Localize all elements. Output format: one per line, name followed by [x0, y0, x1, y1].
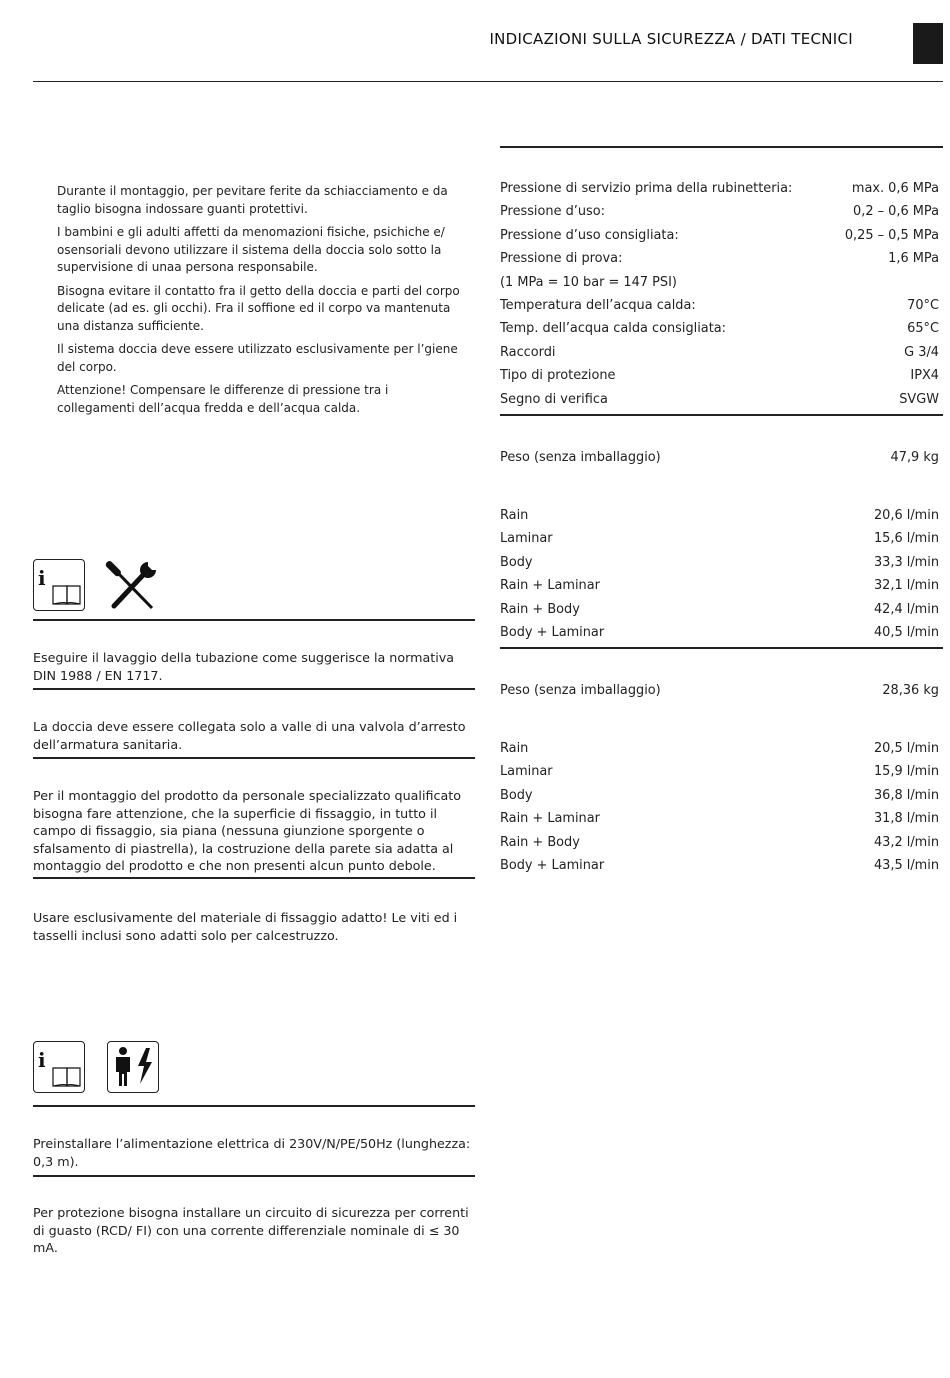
table-divider	[500, 647, 943, 649]
table-row	[500, 271, 939, 294]
table-row	[500, 679, 939, 702]
row-label: Tipo di protezione	[500, 368, 616, 384]
row-label: Temperatura dell’acqua calda:	[500, 297, 696, 313]
table-row	[500, 854, 939, 877]
row-value: 70°C	[907, 297, 939, 313]
model-b-weight	[500, 679, 939, 702]
table-row	[500, 598, 939, 621]
safety-instructions	[57, 183, 467, 423]
installation-note-text: La doccia deve essere collegata solo a valle di una valvola d’arresto dell’armatura sanitaria.	[33, 719, 466, 752]
installation-note-text: Eseguire il lavaggio della tubazione come suggerisce la normativa DIN 1988 / EN 1717.	[33, 650, 455, 683]
row-label: Laminar	[500, 531, 553, 547]
row-value: 31,8 l/min	[873, 811, 939, 827]
installation-note-text: Usare esclusivamente del materiale di fissaggio adatto! Le viti ed i tasselli inclusi sono adatti solo per calcestruzzo.	[33, 910, 458, 943]
row-value: 20,5 l/min	[873, 741, 939, 756]
installation-note-text: Per il montaggio del prodotto da personale specializzato qualificato bisogna fare attenzione, che la superficie di fissaggio, in tutto il campo di fissaggio, sia piana (nessuna giunzione sporgente o sfalsamento di piastrella), la costruzione della parete sia adatta al montaggio del prodotto e che non presenti alcun punto debole.	[33, 788, 461, 873]
row-value: 65°C	[907, 321, 939, 337]
svg-text:i: i	[38, 566, 46, 590]
table-top-divider	[500, 146, 943, 148]
table-row	[500, 177, 939, 200]
table-row	[500, 224, 939, 247]
row-value: IPX4	[910, 368, 939, 384]
section-divider	[33, 688, 475, 690]
row-label: Rain + Body	[500, 601, 580, 617]
row-label: Body + Laminar	[500, 624, 605, 640]
safety-paragraph: Attenzione! Compensare le differenze di pressione tra i collegamenti dell’acqua fredda e dell’acqua calda.	[57, 383, 389, 415]
row-label: Rain + Laminar	[500, 811, 600, 827]
table-row	[500, 737, 939, 760]
table-row	[500, 294, 939, 317]
section-divider	[33, 1105, 475, 1107]
row-label: (1 MPa = 10 bar = 147 PSI)	[500, 274, 677, 290]
row-label: Body	[500, 554, 533, 570]
section-divider	[33, 877, 475, 879]
safety-paragraph: I bambini e gli adulti affetti da menomazioni fisiche, psichiche e/ osensoriali devono utilizzare il sistema della doccia solo sotto la supervisione di unaa persona responsabile.	[57, 225, 445, 274]
page-title: INDICAZIONI SULLA SICUREZZA / DATI TECNICI	[489, 30, 853, 48]
electrical-note-text: Per protezione bisogna installare un circuito di sicurezza per correnti di guasto (RCD/ FI) con una corrente differenziale nominale di ≤ 30 mA.	[33, 1205, 469, 1255]
row-label: Rain + Body	[500, 834, 580, 850]
section-tab-marker	[913, 23, 943, 64]
row-label: Body + Laminar	[500, 857, 605, 873]
table-row	[500, 760, 939, 783]
technical-data-table	[500, 177, 939, 411]
section-divider	[33, 619, 475, 621]
table-row	[500, 784, 939, 807]
header-divider	[33, 81, 943, 82]
info-manual-icon	[33, 559, 85, 611]
table-row	[500, 364, 939, 387]
table-row	[500, 504, 939, 527]
table-row	[500, 247, 939, 270]
row-value: 32,1 l/min	[873, 578, 939, 594]
row-value: 40,5 l/min	[873, 624, 939, 640]
section-divider	[33, 757, 475, 759]
table-row	[500, 388, 939, 411]
electrical-note	[33, 1204, 478, 1257]
row-label: Pressione d’uso consigliata:	[500, 227, 679, 243]
row-value: 42,4 l/min	[873, 601, 939, 617]
row-value: 36,8 l/min	[873, 787, 939, 803]
row-label: Rain + Laminar	[500, 578, 600, 594]
section-divider	[33, 1175, 475, 1177]
row-label: Pressione d’uso:	[500, 204, 605, 220]
table-row	[500, 621, 939, 644]
table-row	[500, 200, 939, 223]
row-value: G 3/4	[904, 344, 939, 360]
row-label: Body	[500, 787, 533, 803]
row-value: 43,5 l/min	[873, 857, 939, 873]
row-value: 15,6 l/min	[873, 531, 939, 547]
model-b-flow-table	[500, 737, 939, 877]
row-value: 20,6 l/min	[873, 508, 939, 523]
electrical-note	[33, 1135, 478, 1170]
row-value: max. 0,6 MPa	[851, 181, 939, 196]
row-value: 43,2 l/min	[873, 834, 939, 850]
installation-note	[33, 909, 478, 944]
table-row	[500, 831, 939, 854]
row-label: Rain	[500, 741, 529, 756]
table-row	[500, 317, 939, 340]
electrician-icon	[107, 1041, 159, 1093]
row-label: Pressione di servizio prima della rubinetteria:	[500, 181, 793, 196]
table-row	[500, 527, 939, 550]
installation-note	[33, 718, 478, 753]
model-a-flow-table	[500, 504, 939, 644]
model-a-weight	[500, 446, 939, 469]
row-label: Peso (senza imballaggio)	[500, 683, 661, 698]
table-row	[500, 341, 939, 364]
row-label: Raccordi	[500, 344, 556, 360]
table-row	[500, 574, 939, 597]
row-label: Pressione di prova:	[500, 251, 623, 267]
table-row	[500, 551, 939, 574]
row-label: Laminar	[500, 764, 553, 780]
row-label: Peso (senza imballaggio)	[500, 450, 661, 465]
row-label: Temp. dell’acqua calda consigliata:	[500, 321, 726, 337]
installation-note	[33, 649, 478, 684]
row-value: 47,9 kg	[890, 450, 939, 465]
row-value: 0,25 – 0,5 MPa	[844, 227, 939, 243]
row-value: 1,6 MPa	[888, 251, 939, 267]
row-label: Rain	[500, 508, 529, 523]
table-row	[500, 446, 939, 469]
row-label: Segno di verifica	[500, 391, 608, 407]
svg-text:i: i	[38, 1048, 46, 1072]
safety-paragraph: Il sistema doccia deve essere utilizzato esclusivamente per l’giene del corpo.	[57, 342, 458, 374]
row-value: 28,36 kg	[882, 683, 939, 698]
installation-note	[33, 787, 478, 875]
row-value: 33,3 l/min	[873, 554, 939, 570]
wrench-screwdriver-icon	[104, 556, 162, 614]
electrical-note-text: Preinstallare l’alimentazione elettrica di 230V/N/PE/50Hz (lunghezza: 0,3 m).	[33, 1136, 471, 1169]
safety-paragraph: Bisogna evitare il contatto fra il getto della doccia e parti del corpo delicate (ad es. gli occhi). Fra il soffione ed il corpo va mantenuta una distanza sufficiente.	[57, 283, 460, 333]
safety-paragraph: Durante il montaggio, per pevitare ferite da schiacciamento e da taglio bisogna indossare guanti protettivi.	[57, 184, 448, 216]
info-manual-icon	[33, 1041, 85, 1093]
table-divider	[500, 414, 943, 416]
row-value: 15,9 l/min	[873, 764, 939, 780]
table-row	[500, 807, 939, 830]
row-value: SVGW	[899, 391, 939, 407]
row-value: 0,2 – 0,6 MPa	[853, 204, 939, 220]
